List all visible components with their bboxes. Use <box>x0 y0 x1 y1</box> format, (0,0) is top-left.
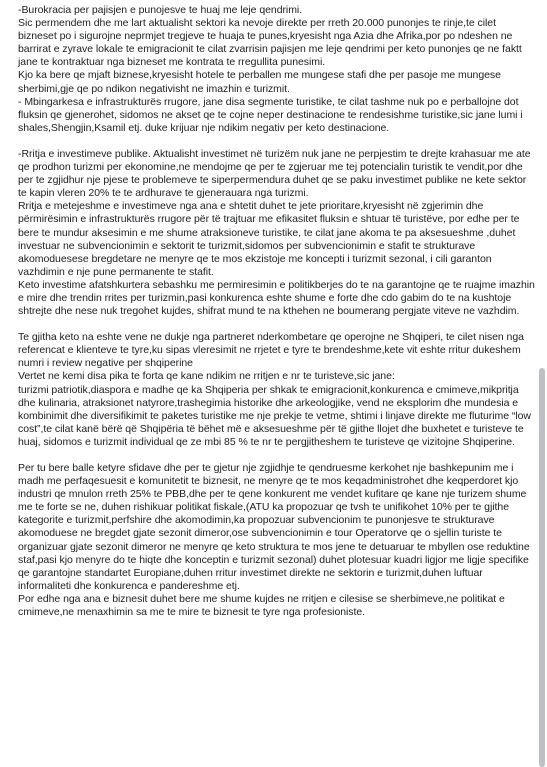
paragraph-spacer <box>18 135 536 148</box>
paragraph-spacer <box>18 318 536 331</box>
paragraph-spacer <box>18 449 536 462</box>
paragraph-road-overload: - Mbingarkesa e infrastrukturës rrugore, jane disa segmente turistike, te cilat tashme nuk po e perballojne dot fluksin qe gjenerohet, sidomos ne akset qe te cojne neper destinacione te rendesishme turistike,sic jane lumi i shales,Shengjin,Ksamil etj. duke krijuar nje ndikim negativ per keto destinacione. <box>18 95 523 134</box>
paragraph-strong-points-list: turizmi patriotik,diaspora e madhe qe ka Shqiperia per shkak te emigracionit,konkurenca e cmimeve,mikpritja dhe kulinaria, atraksionet natyrore,trashegimia historike dhe arkeologjike, vend ne eksplorim dhe mundesia e kombinimit dhe diversifikimit te paketes turistike me nje prekje te vetme, shtimi i linjave direkte me fluturime “low cost”,te cilat kanë bërë që Shqipëria të bëhet më e aksesueshme për të gjithe llojet dhe buxhetet e turisteve te huaj, sidomos e turizmit individual qe ze mbi 85 % te nr te pergjitheshem te turisteve qe vizitojne Shqiperine. <box>18 383 531 448</box>
paragraph-worker-shortage: Sic permendem dhe me lart aktualisht sektori ka nevoje direkte per rreth 20.000 punonjes te rinje,te cilet bizneset po i sigurojne neprmjet tregjeve te huaja te punes,kryesisht nga Azia dhe Afrika,por po ndeshen ne barrirat e zyrave lokale te emigracionit te cilat zvarrisin pajisjen me leje qendrimi per keto punonjes qe ne faktt jane te kontraktuar nga bizneset me kontrata te rregullita punesimi. <box>18 17 522 69</box>
paragraph-challenges-solutions: Per tu bere balle ketyre sfidave dhe per te gjetur nje zgjidhje te qendruesme kerkohet nje bashkepunim me i madh me perfaqesuesit e komunitetit te biznesit, ne menyre qe te mos keqadministrohet dhe keqperdoret kjo industri qe mnulon rreth 25% te PBB,dhe per te qene konkurent me vendet kufitare qe kane nje turizem shume me te forte se ne, duhen rishikuar politikat fiskale,(ATU ka propozuar qe tvsh te unifikohet 10% per te gjithe kategorite e turizmit,perfshire dhe akomodimin,ka propozuar subvencionim te punonjesve te strukturave akomoduese ne bregdet gjate sezonit dimeror,ose subvencionimin e tour Operatorve qe o sjellin turiste te organizuar gjate sezonit dimeror ne menyre qe keto struktura te mos jene te detuaruar te mbyllen ose reduktine staf,pasi kjo menyre do te hiqte dhe konceptin e turizmit sezonal) duhet plotesuar kuadri ligjor me ligje specifike qe garantojne standartet Europiane,duhen rritur investimet direkte ne sektorin e turizmit,duhen luftuar informaliteti dhe konkurenca e pandereshme etj. <box>18 462 530 592</box>
paragraph-staff-shortage-impact: Kjo ka bere qe mjaft biznese,kryesisht hotele te perballen me mungese stafi dhe per pasoje me mungese sherbimi,gje qe po ndikon negativisht ne imazhin e turizmit. <box>18 69 501 95</box>
post-text-body <box>18 4 536 619</box>
paragraph-public-investment: -Rritja e investimeve publike. Aktualisht investimet në turizëm nuk jane ne perpjestim te drejte krahasuar me ate qe prodhon turizmi per ekonomine,ne mendojme qe per te zgjeruar me tej potencialin turistik te vendit,por dhe per te zgjidhur nje pjese te problemeve te siperpermendura duhet qe se paku investimet publike ne kete sektor te kapin vleren 20% te te ardhurave te gjenerauara nga turizmi. <box>18 147 531 200</box>
scrollbar-thumb[interactable] <box>539 368 545 767</box>
paragraph-short-term-investment: Keto investime afatshkurtera sebashku me permiresimin e politikberjes do te na garantojne qe te ruajme imazhin e mire dhe trendin rrites per turizmin,pasi konkurenca eshte shume e forte dhe cdo gabim do te na kushtoje shtrejte dhe nese nuk tregohet kujdes, shifrat mund te na kthehen ne boumerang pergjate viteve ne vazhdim. <box>18 278 535 318</box>
paragraph-business-responsibility: Por edhe nga ana e biznesit duhet bere me shume kujdes ne rritjen e cilesise se sherbimeve,ne politikat e cmimeve,ne menaxhimin sa me te mire te biznesit te tyre nga profesioniste. <box>18 592 505 619</box>
paragraph-international-partners: Te gjitha keto na eshte vene ne dukje nga partneret nderkombetare qe operojne ne Shqiperi, te cilet nisen nga referencat e klienteve te tyre,ku sipas vleresimit ne rrjetet e tyre te brendeshme,kete vit eshte rritur dukeshem numri i review negative per shqiperine <box>18 331 524 370</box>
vertical-scrollbar[interactable] <box>537 0 547 767</box>
paragraph-bureaucracy-heading: -Burokracia per pajisjen e punojesve te huaj me leje qendrimi. <box>18 4 303 16</box>
paragraph-strong-points-intro: Vertet ne kemi disa pika te forta qe kane ndikim ne rritjen e nr te turisteve,sic jane: <box>18 370 395 383</box>
paragraph-state-investment-priority: Rritja e metejeshme e investimeve nga ana e shtetit duhet te jete prioritare,kryesisht në zgjerimin dhe përmirësimin e infrastrukturës rrugore për të trajtuar me efikasitet fluksin e shtuar të turistëve, por edhe per te bere te mundur aksesimin e me shume atraksioneve turistike, te cilat jane akoma te pa aksesueshme ,duhet investuar ne subvencionimin e sektorit te turizmit,sidomos per subvencionimin e stafit te strukturave akomoduesese bregdetare ne menyre qe te mos ekzistoje me koncepti i turizmit sezonal, i cili garanton vazhdimin e nje pune permanente te stafit. <box>18 200 520 278</box>
